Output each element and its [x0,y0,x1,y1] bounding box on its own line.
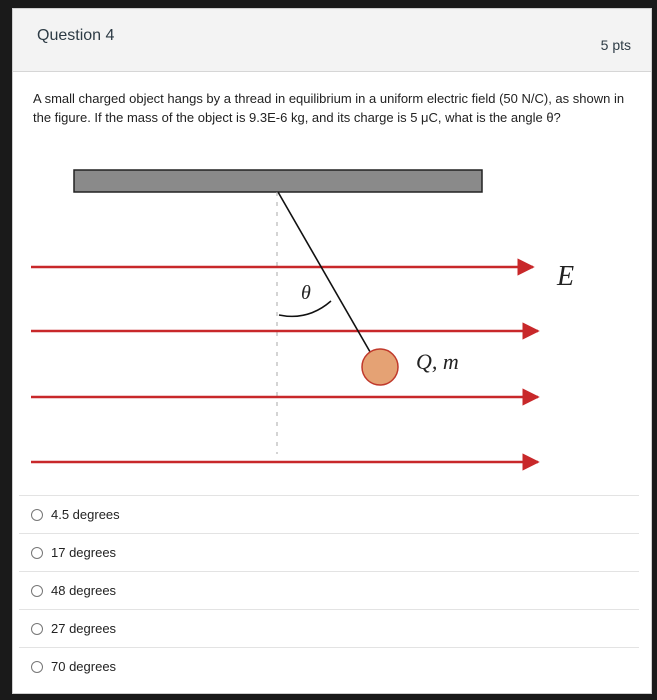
answer-label: 27 degrees [51,621,117,636]
question-text: A small charged object hangs by a thread in equilibrium in a uniform electric field (50 N/C), as shown in the figure. If the mass of the object is 9.3E-6 kg, and its charge is 5 μC, what is the angle θ? [33,91,625,125]
radio-icon[interactable] [31,547,43,559]
answer-option[interactable] [19,647,639,685]
answer-list [13,495,651,685]
answer-label: 48 degrees [51,583,117,598]
ceiling-bar [74,170,482,192]
charged-ball [362,349,398,385]
radio-icon[interactable] [31,661,43,673]
answer-option[interactable] [19,571,639,609]
radio-icon[interactable] [31,509,43,521]
question-points: 5 pts [600,37,631,53]
radio-icon[interactable] [31,585,43,597]
answer-label: 17 degrees [51,545,117,560]
question-title: Question 4 [37,27,115,44]
question-header [13,9,651,72]
field-label: E [557,261,575,292]
answer-option[interactable] [19,533,639,571]
answer-option[interactable] [19,609,639,647]
angle-label: θ [301,282,311,304]
pendulum-figure [13,159,652,489]
radio-icon[interactable] [31,623,43,635]
charge-label: Q, m [416,349,459,374]
question-card [12,8,652,694]
answer-label: 4.5 degrees [51,507,120,522]
answer-label: 70 degrees [51,659,117,674]
answer-option[interactable] [19,495,639,533]
